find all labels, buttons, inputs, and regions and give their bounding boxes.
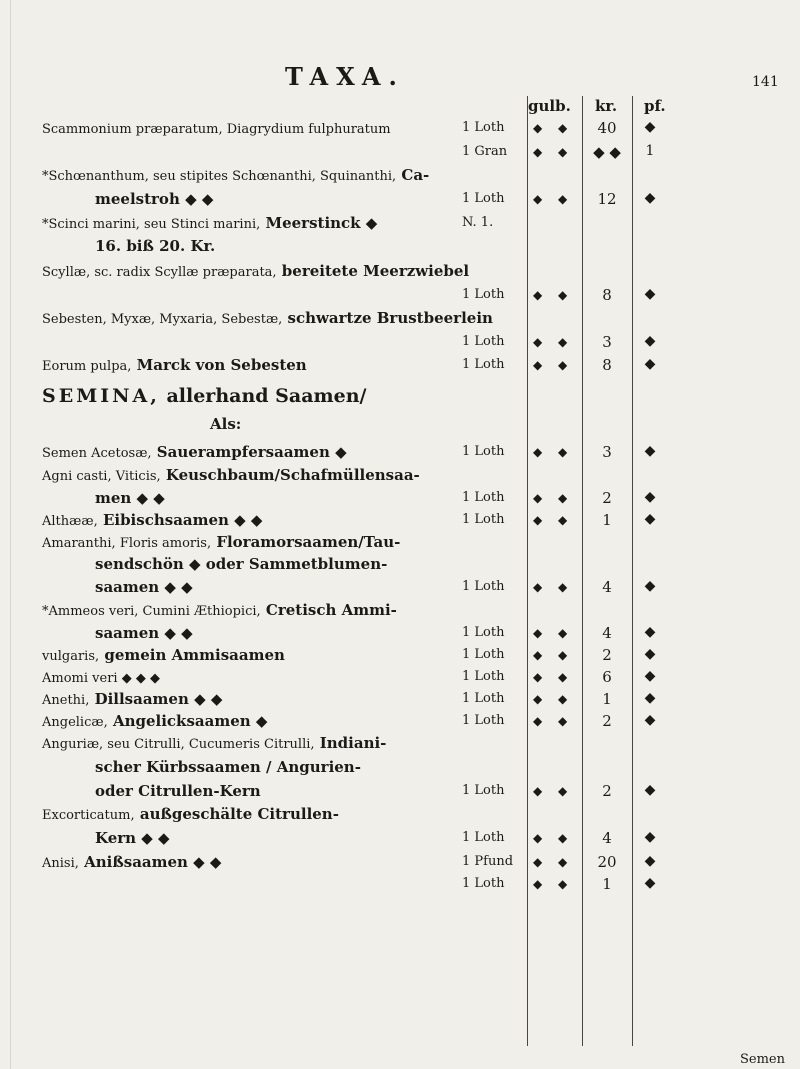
entry-label — [42, 533, 400, 551]
kreuzer-value: 8 — [602, 286, 612, 304]
german-name: Angelicksaamen ◆ — [107, 712, 268, 730]
gulden-value: ◆ ◆ — [533, 445, 574, 459]
quantity: 1 Loth — [462, 713, 505, 728]
gulden-value: ◆ ◆ — [533, 288, 574, 302]
quantity: 1 Gran — [462, 144, 508, 159]
german-name: Anißsaamen ◆ ◆ — [78, 853, 222, 871]
gulden-value: ◆ ◆ — [533, 831, 574, 845]
entry-label — [95, 555, 387, 573]
entry-label — [95, 237, 215, 255]
latin-name: Scyllæ, sc. radix Scyllæ præparata, — [42, 265, 277, 280]
entry-label — [42, 690, 222, 708]
page-number: 141 — [752, 74, 779, 90]
kreuzer-value: 1 — [602, 690, 612, 708]
entry-label — [42, 668, 160, 686]
kreuzer-value: 2 — [602, 712, 612, 730]
kreuzer-value: 2 — [602, 489, 612, 507]
latin-name: Angelicæ, — [42, 715, 108, 730]
entry-label — [210, 415, 241, 433]
latin-name: Eorum pulpa, — [42, 359, 132, 374]
gulden-value: ◆ ◆ — [533, 335, 574, 349]
kreuzer-value: 4 — [602, 624, 612, 642]
entry-label — [42, 166, 429, 184]
quantity: 1 Loth — [462, 647, 505, 662]
german-name: Kern ◆ ◆ — [95, 829, 170, 847]
pfennig-value: ◆ — [644, 690, 656, 706]
quantity: 1 Loth — [462, 191, 505, 206]
quantity: N. 1. — [462, 215, 494, 230]
german-name: saamen ◆ ◆ — [95, 578, 193, 596]
binding-edge — [10, 0, 11, 1069]
german-name: men ◆ ◆ — [95, 489, 165, 507]
latin-name: Anguriæ, seu Citrulli, Cucumeris Citrulli, — [42, 737, 315, 752]
gulden-value: ◆ ◆ — [533, 491, 574, 505]
german-name: scher Kürbssaamen / Angurien- — [95, 758, 361, 776]
quantity: 1 Loth — [462, 120, 505, 135]
pfennig-value: ◆ — [644, 578, 656, 594]
kreuzer-value: 4 — [602, 578, 612, 596]
gulden-value: ◆ ◆ — [533, 714, 574, 728]
pfennig-value: ◆ — [644, 875, 656, 891]
entry-label — [42, 356, 307, 374]
kreuzer-value: 6 — [602, 668, 612, 686]
gulden-value: ◆ ◆ — [533, 626, 574, 640]
german-name: sendschön ◆ oder Sammetblumen- — [95, 555, 388, 573]
quantity: 1 Loth — [462, 783, 505, 798]
pfennig-value: ◆ — [644, 853, 656, 869]
german-name: Floramorsaamen/Tau- — [211, 533, 401, 551]
latin-name: Anethi, — [42, 693, 90, 708]
german-name: Eibischsaamen ◆ ◆ — [97, 511, 263, 529]
latin-name: Semen Acetosæ, — [42, 446, 152, 461]
entry-label — [95, 758, 361, 776]
latin-name: *Schœnanthum, seu stipites Schœnanthi, Squinanthi, — [42, 169, 397, 184]
quantity: 1 Loth — [462, 334, 505, 349]
entry-label — [95, 489, 165, 507]
gulden-value: ◆ ◆ — [533, 648, 574, 662]
quantity: 1 Loth — [462, 490, 505, 505]
pfennig-value: ◆ — [644, 489, 656, 505]
pfennig-value: ◆ — [644, 668, 656, 684]
gulden-value: ◆ ◆ — [533, 513, 574, 527]
latin-name: Amomi veri ◆ ◆ ◆ — [42, 671, 160, 686]
german-name: 16. biß 20. Kr. — [95, 237, 216, 255]
entry-label — [95, 624, 193, 642]
german-name: gemein Ammisaamen — [99, 646, 285, 664]
gulden-value: ◆ ◆ — [533, 145, 574, 159]
german-name: Keuschbaum/Schafmüllensaa- — [160, 466, 420, 484]
entry-label — [42, 309, 493, 327]
gulden-value: ◆ ◆ — [533, 692, 574, 706]
gulden-value: ◆ ◆ — [533, 670, 574, 684]
kreuzer-value: ◆ ◆ — [593, 143, 621, 161]
german-name: schwartze Brustbeerlein — [282, 309, 493, 327]
german-name: außgeschälte Citrullen- — [134, 805, 339, 823]
column-rule-2 — [582, 96, 583, 1046]
kreuzer-value: 3 — [602, 333, 612, 351]
latin-name: Excorticatum, — [42, 808, 135, 823]
kreuzer-value: 2 — [602, 782, 612, 800]
entry-label — [42, 385, 366, 407]
pfennig-value: ◆ — [644, 782, 656, 798]
catchword: Semen — [740, 1052, 785, 1067]
quantity: 1 Loth — [462, 669, 505, 684]
quantity: 1 Pfund — [462, 854, 514, 869]
pfennig-value: ◆ — [644, 712, 656, 728]
quantity: 1 Loth — [462, 579, 505, 594]
latin-name: Amaranthi, Floris amoris, — [42, 536, 212, 551]
gulden-value: ◆ ◆ — [533, 121, 574, 135]
quantity: 1 Loth — [462, 512, 505, 527]
gulden-value: ◆ ◆ — [533, 855, 574, 869]
german-name: oder Citrullen-Kern — [95, 782, 261, 800]
quantity: 1 Loth — [462, 444, 505, 459]
latin-name: Scammonium præparatum, Diagrydium fulphuratum — [42, 122, 391, 137]
latin-name: *Ammeos veri, Cumini Æthiopici, — [42, 604, 261, 619]
quantity: 1 Loth — [462, 876, 505, 891]
kreuzer-value: 1 — [602, 875, 612, 893]
gulden-value: ◆ ◆ — [533, 358, 574, 372]
entry-label — [95, 190, 213, 208]
kreuzer-value: 1 — [602, 511, 612, 529]
pfennig-value: ◆ — [644, 511, 656, 527]
latin-name: Anisi, — [42, 856, 79, 871]
german-name: Sauerampfersaamen ◆ — [151, 443, 347, 461]
entry-label — [42, 734, 386, 752]
entry-label — [42, 712, 267, 730]
page-title: TAXA. — [285, 62, 405, 91]
german-name: saamen ◆ ◆ — [95, 624, 193, 642]
kreuzer-value: 40 — [597, 119, 617, 137]
pfennig-value: ◆ — [644, 443, 656, 459]
latin-name: SEMINA, — [42, 385, 160, 407]
latin-name: Agni casti, Viticis, — [42, 469, 161, 484]
quantity: 1 Loth — [462, 287, 505, 302]
german-name: allerhand Saamen/ — [159, 385, 367, 407]
latin-name: vulgaris, — [42, 649, 100, 664]
gulden-value: ◆ ◆ — [533, 192, 574, 206]
kreuzer-value: 2 — [602, 646, 612, 664]
german-name: Ca- — [396, 166, 430, 184]
pfennig-value: ◆ — [644, 190, 656, 206]
latin-name: Althææ, — [42, 514, 98, 529]
column-header-pf: pf. — [644, 97, 666, 115]
entry-label — [95, 782, 261, 800]
pfennig-value: ◆ — [644, 624, 656, 640]
quantity: 1 Loth — [462, 625, 505, 640]
entry-label — [42, 853, 221, 871]
pfennig-value: ◆ — [644, 829, 656, 845]
pfennig-value: ◆ — [644, 333, 656, 349]
entry-label — [42, 511, 262, 529]
entry-label — [42, 805, 339, 823]
gulden-value: ◆ ◆ — [533, 580, 574, 594]
pfennig-value: ◆ — [644, 286, 656, 302]
pfennig-value: ◆ — [644, 356, 656, 372]
column-header-guld: gulb. — [528, 97, 571, 115]
german-name: meelstroh ◆ ◆ — [95, 190, 214, 208]
entry-label — [42, 214, 377, 232]
pfennig-value: 1 — [645, 143, 655, 159]
column-header-kr: kr. — [595, 97, 618, 115]
gulden-value: ◆ ◆ — [533, 877, 574, 891]
kreuzer-value: 20 — [597, 853, 617, 871]
german-name: Als: — [210, 415, 242, 433]
latin-name: Sebesten, Myxæ, Myxaria, Sebestæ, — [42, 312, 283, 327]
german-name: Cretisch Ammi- — [260, 601, 397, 619]
entry-label — [42, 443, 347, 461]
german-name: Meerstinck ◆ — [260, 214, 378, 232]
entry-label — [42, 262, 469, 280]
kreuzer-value: 12 — [597, 190, 617, 208]
entry-label — [42, 466, 420, 484]
kreuzer-value: 8 — [602, 356, 612, 374]
entry-label — [95, 829, 170, 847]
german-name: Indiani- — [314, 734, 387, 752]
column-rule-3 — [632, 96, 633, 1046]
entry-label — [42, 646, 285, 664]
entry-label — [42, 119, 391, 137]
latin-name: *Scinci marini, seu Stinci marini, — [42, 217, 261, 232]
quantity: 1 Loth — [462, 691, 505, 706]
kreuzer-value: 3 — [602, 443, 612, 461]
column-rule-1 — [527, 96, 528, 1046]
gulden-value: ◆ ◆ — [533, 784, 574, 798]
quantity: 1 Loth — [462, 830, 505, 845]
german-name: bereitete Meerzwiebel — [276, 262, 470, 280]
entry-label — [42, 601, 397, 619]
kreuzer-value: 4 — [602, 829, 612, 847]
pfennig-value: ◆ — [644, 646, 656, 662]
entry-label — [95, 578, 193, 596]
german-name: Marck von Sebesten — [131, 356, 307, 374]
quantity: 1 Loth — [462, 357, 505, 372]
pfennig-value: ◆ — [644, 119, 656, 135]
german-name: Dillsaamen ◆ ◆ — [89, 690, 223, 708]
